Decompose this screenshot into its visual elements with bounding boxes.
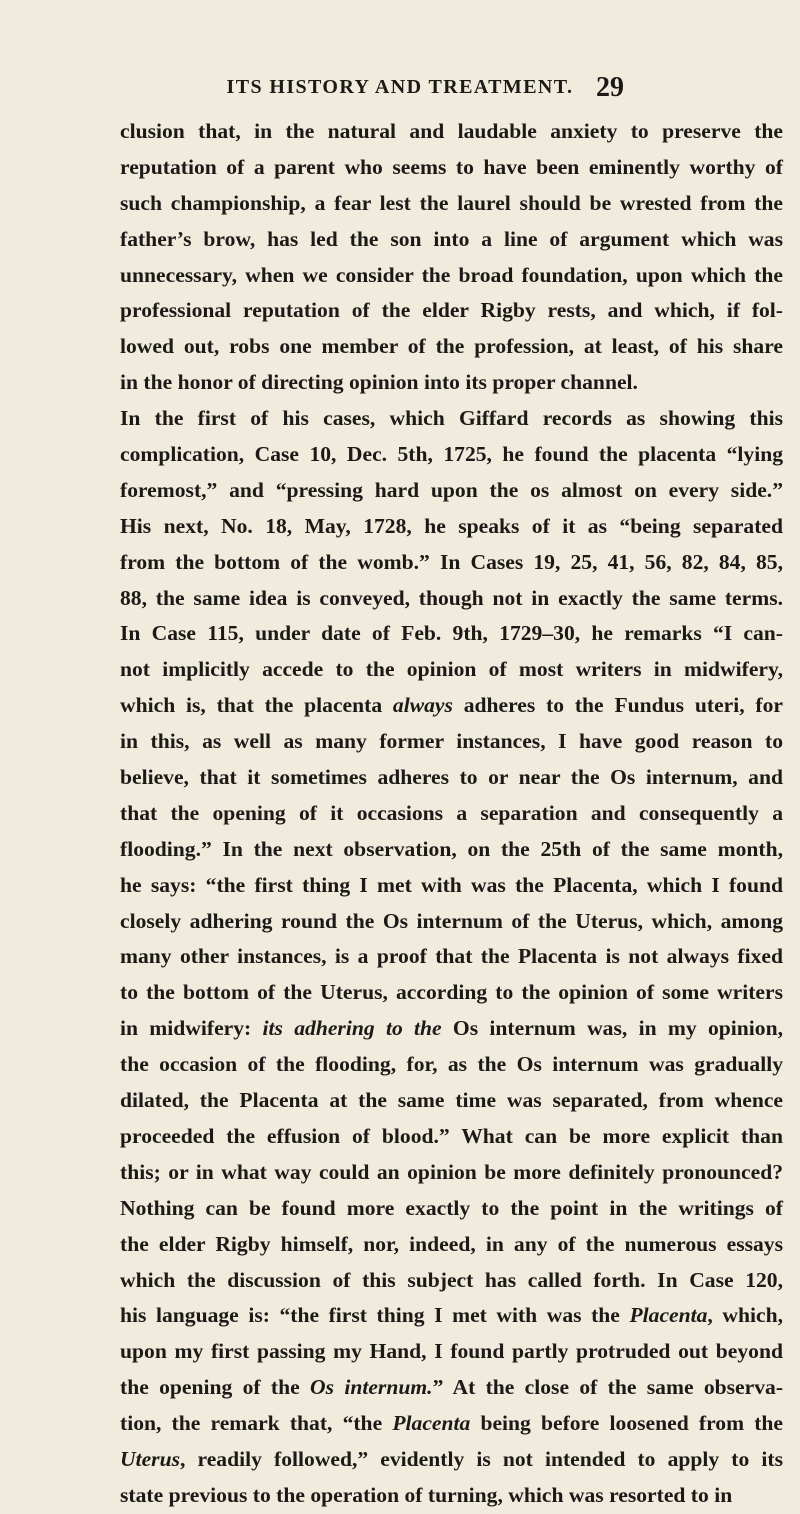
text-line (120, 796, 783, 832)
text-segment: from the bottom of the womb.” In Cases 19, 25, 41, 56, 82, 84, 85, (120, 549, 783, 574)
text-segment: complication, Case 10, Dec. 5th, 1725, he found the placenta “lying (120, 442, 783, 467)
text-line (120, 868, 783, 904)
text-line (120, 365, 783, 401)
text-segment: foremost,” and “pressing hard upon the os almost on every side.” (120, 477, 783, 502)
text-line (120, 222, 783, 258)
text-line (120, 1370, 783, 1406)
text-segment: , readily followed,” evidently is not intended to apply to its (180, 1446, 783, 1471)
text-segment: many other instances, is a proof that the Placenta is not always fixed (120, 944, 783, 969)
text-line (120, 939, 783, 975)
text-line (120, 1191, 783, 1227)
text-line (120, 437, 783, 473)
text-segment: 88, the same idea is conveyed, though not in exactly the same terms. (120, 585, 783, 610)
text-line (120, 1047, 783, 1083)
text-line (120, 293, 783, 329)
text-segment: being before loosened from the (470, 1411, 784, 1436)
text-line (120, 1011, 783, 1047)
text-line (120, 688, 783, 724)
text-line (120, 1155, 783, 1191)
italic-text: Os internum. (310, 1375, 433, 1400)
text-segment: the occasion of the flooding, for, as the Os internum was gradually (120, 1052, 783, 1077)
text-line (120, 1442, 783, 1478)
page-number: 29 (596, 72, 624, 103)
text-line (120, 760, 783, 796)
text-segment: upon my first passing my Hand, I found partly protruded out beyond (120, 1339, 783, 1364)
text-segment: that the opening of it occasions a separation and consequently a (120, 800, 783, 825)
text-segment: Nothing can be found more exactly to the point in the writings of (120, 1195, 783, 1220)
text-segment: His next, No. 18, May, 1728, he speaks of it as “being separated (120, 513, 783, 538)
text-segment: In the first of his cases, which Giffard records as showing this (120, 406, 783, 431)
text-line (120, 186, 783, 222)
text-line (120, 581, 783, 617)
text-segment: ” At the close of the same observa- (432, 1375, 784, 1400)
text-segment: which the discussion of this subject has called forth. In Case 120, (120, 1267, 783, 1292)
italic-text: always (392, 693, 453, 718)
text-line (120, 401, 783, 437)
text-segment: Os internum was, in my opinion, (441, 1016, 783, 1041)
text-line (120, 1227, 783, 1263)
text-line (120, 1334, 783, 1370)
text-line (120, 150, 783, 186)
text-segment: such championship, a fear lest the laurel should be wrested from the (120, 190, 783, 215)
text-line (120, 975, 783, 1011)
text-segment: closely adhering round the Os internum of the Uterus, which, among (120, 908, 783, 933)
text-line (120, 1083, 783, 1119)
text-line (120, 724, 783, 760)
text-segment: which is, that the placenta (120, 693, 393, 718)
text-line (120, 1478, 783, 1514)
text-line (120, 473, 783, 509)
text-line (120, 1406, 783, 1442)
text-segment: tion, the remark that, “the (120, 1411, 393, 1436)
text-line (120, 1298, 783, 1334)
text-line (120, 114, 783, 150)
text-segment: proceeded the effusion of blood.” What can be more explicit than (120, 1123, 783, 1148)
text-segment: state previous to the operation of turning, which was resorted to in (120, 1482, 733, 1507)
text-segment: this; or in what way could an opinion be more definitely pronounced? (120, 1159, 783, 1184)
text-segment: in this, as well as many former instances, I have good reason to (120, 729, 783, 754)
italic-text: Placenta (629, 1303, 708, 1328)
text-segment: reputation of a parent who seems to have been eminently worthy of (120, 154, 783, 179)
text-segment: adheres to the Fundus uteri, for (452, 693, 783, 718)
text-segment: lowed out, robs one member of the profession, at least, of his share (120, 334, 783, 359)
text-segment: clusion that, in the natural and laudable anxiety to preserve the (120, 119, 783, 143)
header-title: ITS HISTORY AND TREATMENT. (226, 76, 574, 98)
text-segment: flooding.” In the next observation, on the 25th of the same month, (120, 836, 783, 861)
running-head (0, 72, 800, 106)
text-line (120, 616, 783, 652)
italic-text: its adhering to the (262, 1016, 442, 1041)
text-line (120, 1119, 783, 1155)
body-text (120, 114, 800, 1514)
text-line (120, 509, 783, 545)
text-line (120, 545, 783, 581)
text-segment: dilated, the Placenta at the same time was separated, from whence (120, 1088, 783, 1113)
text-line (120, 329, 783, 365)
text-line (120, 904, 783, 940)
text-line (120, 832, 783, 868)
text-segment: , which, (707, 1303, 783, 1328)
text-segment: in midwifery: (120, 1016, 263, 1041)
text-segment: he says: “the first thing I met with was the Placenta, which I found (120, 872, 783, 897)
text-segment: to the bottom of the Uterus, according to the opinion of some writers (120, 980, 783, 1005)
text-segment: not implicitly accede to the opinion of most writers in midwifery, (120, 657, 783, 682)
italic-text: Uterus (120, 1446, 180, 1471)
text-segment: his language is: “the first thing I met with was the (120, 1303, 630, 1328)
text-segment: In Case 115, under date of Feb. 9th, 1729–30, he remarks “I can- (120, 621, 783, 646)
text-segment: professional reputation of the elder Rigby rests, and which, if fol- (120, 298, 783, 323)
text-segment: unnecessary, when we consider the broad foundation, upon which the (120, 262, 783, 287)
italic-text: Placenta (392, 1411, 471, 1436)
text-segment: believe, that it sometimes adheres to or near the Os internum, and (120, 765, 783, 790)
text-segment: the elder Rigby himself, nor, indeed, in any of the numerous essays (120, 1231, 783, 1256)
text-line (120, 1263, 783, 1299)
text-segment: in the honor of directing opinion into its proper channel. (120, 370, 638, 395)
text-segment: father’s brow, has led the son into a line of argument which was (120, 226, 783, 251)
text-line (120, 258, 783, 294)
text-line (120, 652, 783, 688)
text-segment: the opening of the (120, 1375, 311, 1400)
